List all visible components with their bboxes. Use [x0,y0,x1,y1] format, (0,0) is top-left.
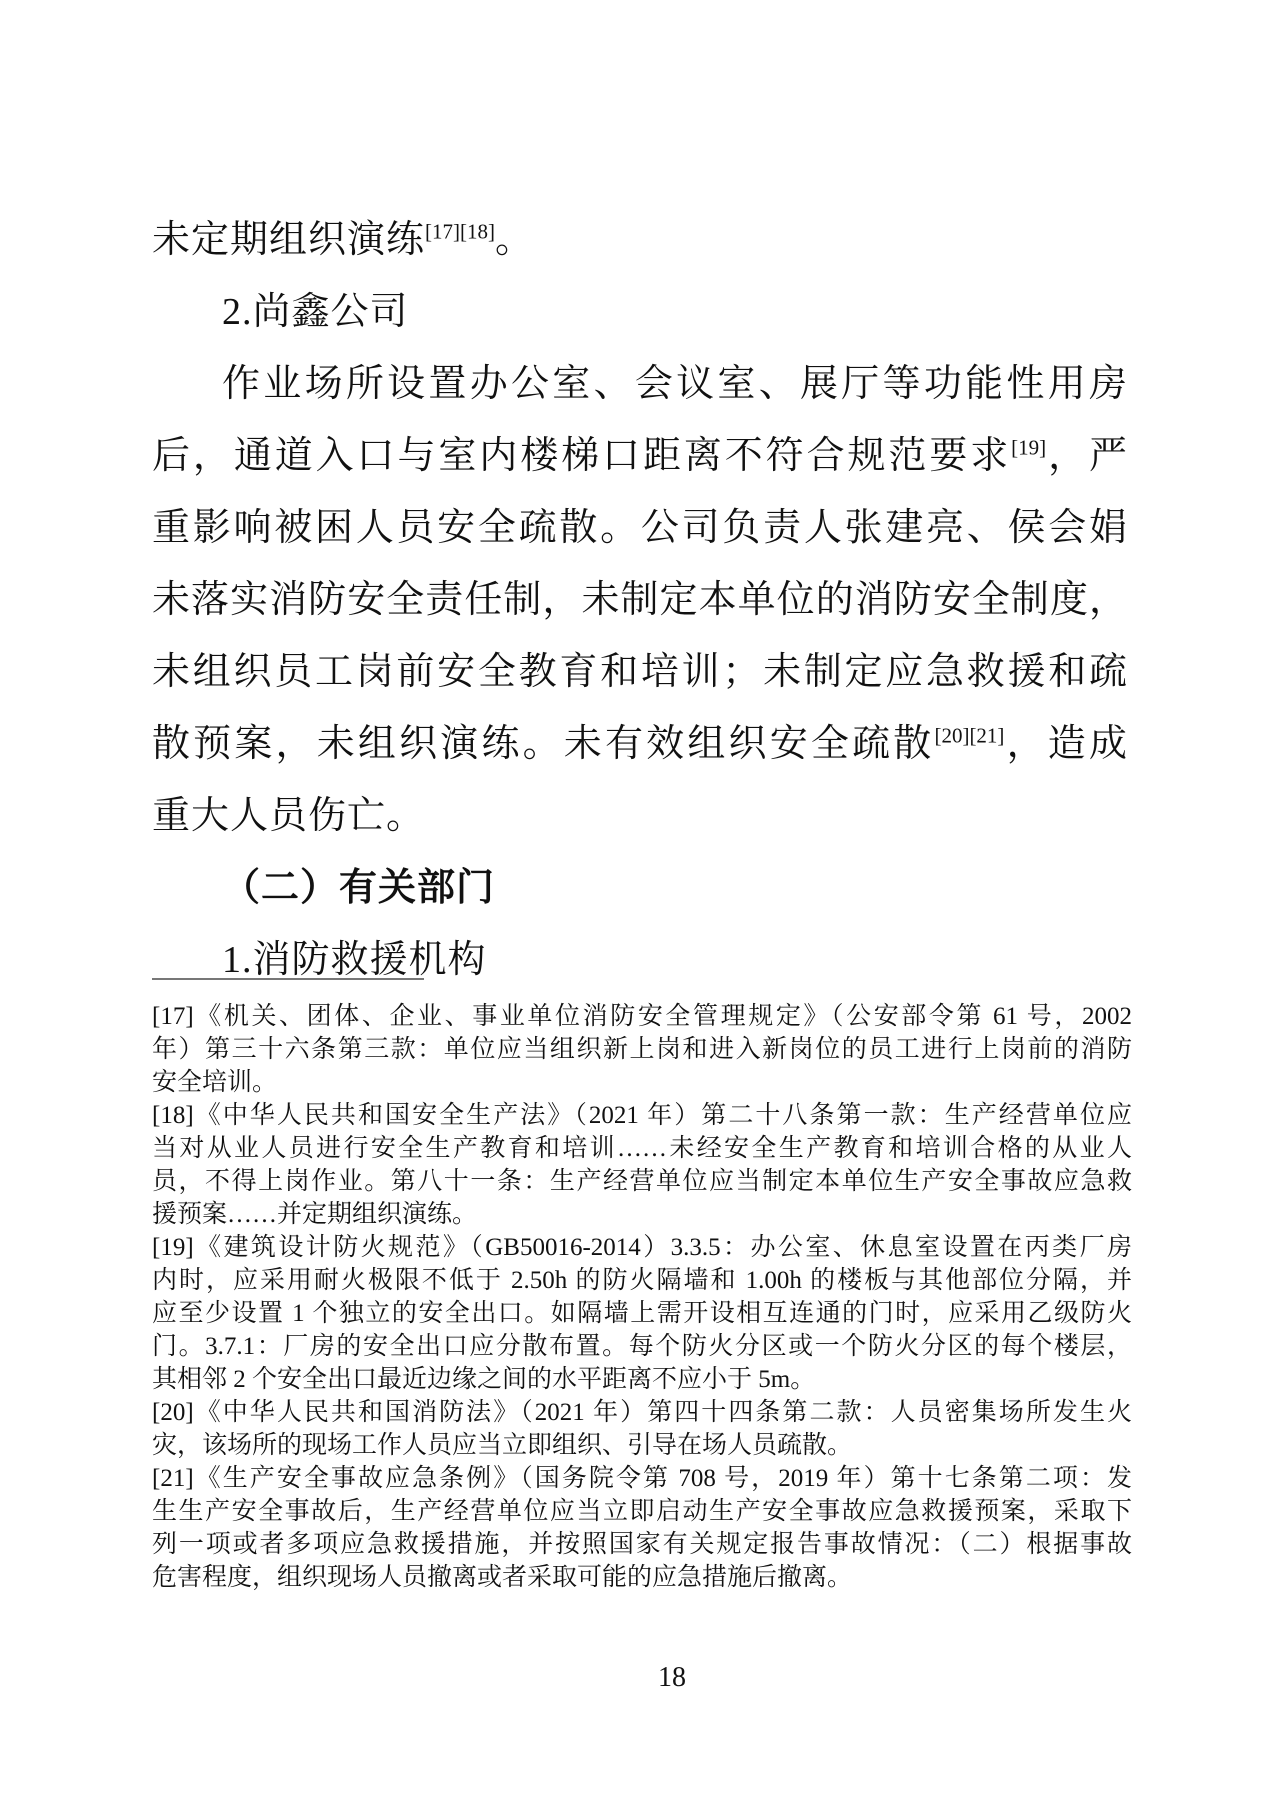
footnote-21 [152,1462,1132,1594]
body-line: 未落实消防安全责任制，未制定本单位的消防安全制度， [152,579,1128,621]
footnote-18 [152,1099,1132,1231]
footnote-reference: [20][21] [934,723,1005,748]
footnote-line: 援预案……并定期组织演练。 [152,1201,478,1228]
footnote-line: 生生产安全事故后，生产经营单位应当立即启动生产安全事故应急救援预案，采取下 [152,1498,1132,1525]
body-line: 重影响被困人员安全疏散。公司负责人张建亮、侯会娟 [152,507,1128,549]
footnote-19 [152,1231,1132,1396]
footnote-line: 其相邻 2 个安全出口最近边缘之间的水平距离不应小于 5m。 [152,1366,816,1393]
footnote-reference: [19] [1011,435,1047,460]
footnote-line: 员，不得上岗作业。第八十一条：生产经营单位应当制定本单位生产安全事故应急救 [152,1168,1132,1195]
footnotes [152,1000,1132,1594]
body-line: 后，通道入口与室内楼梯口距离不符合规范要求[19]，严 [152,435,1128,477]
body-line: 1.消防救援机构 [222,939,487,981]
footnote-17 [152,1000,1132,1099]
body-line: 未定期组织演练[17][18]。 [152,219,535,261]
footnote-line: [18]《中华人民共和国安全生产法》（2021 年）第二十八条第一款：生产经营单位应 [152,1102,1132,1129]
footnote-line: [19]《建筑设计防火规范》（GB50016-2014）3.3.5：办公室、休息室设置在丙类厂房 [152,1234,1132,1261]
footnote-reference: [17][18] [425,219,495,244]
footnote-line: 列一项或者多项应急救援措施，并按照国家有关规定报告事故情况：（二）根据事故 [152,1531,1132,1558]
body-text [152,204,1128,996]
body-line: 作业场所设置办公室、会议室、展厅等功能性用房 [222,363,1128,405]
footnote-line: [21]《生产安全事故应急条例》（国务院令第 708 号，2019 年）第十七条第二项：发 [152,1465,1132,1492]
footnote-line: 安全培训。 [152,1069,278,1096]
footnote-line: [20]《中华人民共和国消防法》（2021 年）第四十四条第二款：人员密集场所发生火 [152,1399,1132,1426]
footnote-line: 内时，应采用耐火极限不低于 2.50h 的防火隔墙和 1.00h 的楼板与其他部位分隔，并 [152,1267,1132,1294]
body-line: 未组织员工岗前安全教育和培训；未制定应急救援和疏 [152,651,1128,693]
footnote-separator [152,978,424,980]
footnote-20 [152,1396,1132,1462]
footnote-line: 门。3.7.1：厂房的安全出口应分散布置。每个防火分区或一个防火分区的每个楼层， [152,1333,1132,1360]
body-line: 2.尚鑫公司 [222,291,409,333]
footnote-line: [17]《机关、团体、企业、事业单位消防安全管理规定》（公安部令第 61 号，2002 [152,1003,1132,1030]
footnote-line: 应至少设置 1 个独立的安全出口。如隔墙上需开设相互连通的门时，应采用乙级防火 [152,1300,1132,1327]
footnote-line: 灾，该场所的现场工作人员应当立即组织、引导在场人员疏散。 [152,1432,853,1459]
body-line: 重大人员伤亡。 [152,795,426,837]
footnote-line: 当对从业人员进行安全生产教育和培训……未经安全生产教育和培训合格的从业人 [152,1135,1132,1162]
footnote-line: 危害程度，组织现场人员撤离或者采取可能的应急措施后撤离。 [152,1564,853,1591]
body-line: （二）有关部门 [222,867,496,909]
body-line: 散预案，未组织演练。未有效组织安全疏散[20][21]，造成 [152,723,1128,765]
page-number: 18 [658,1662,686,1693]
footnote-line: 年）第三十六条第三款：单位应当组织新上岗和进入新岗位的员工进行上岗前的消防 [152,1036,1132,1063]
